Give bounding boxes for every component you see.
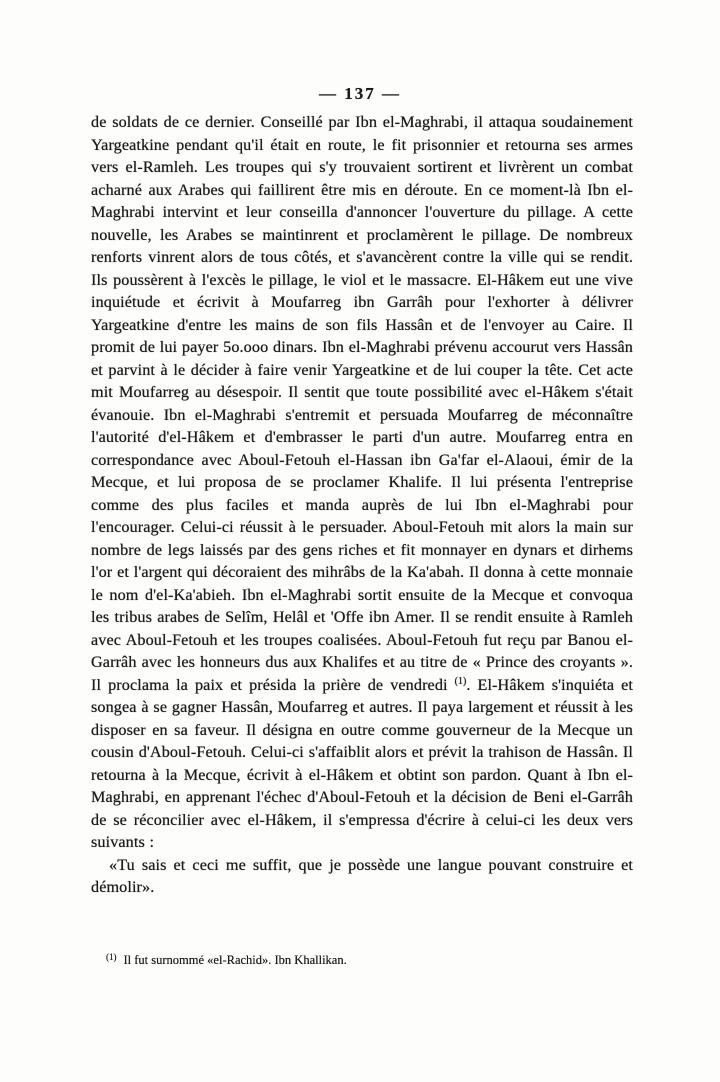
page-number: — 137 — — [319, 84, 401, 103]
footnote-reference: (1) — [454, 675, 467, 687]
footnote-text: Il fut surnommé «el-Rachid». Ibn Khallikan. — [123, 953, 347, 967]
footnote-marker: (1) — [106, 952, 117, 962]
body-text — [91, 111, 633, 899]
paragraph-text-after-ref: . El-Hâkem s'inquiéta et songea à se gagner Hassân, Moufarreg et autres. Il paya largement et réussit à les disposer en sa faveur. Il désigna en outre comme gouverneur de la Mecque un cousin d'Aboul-Fetouh. Celui-ci s'affaiblit alors et prévit la trahison de Hassân. Il retourna à la Mecque, écrivit à el-Hâkem et obtint son pardon. Quant à Ibn el-Maghrabi, en apprenant l'échec d'Aboul-Fetouh et la décision de Beni el-Garrâh de se réconcilier avec el-Hâkem, il s'empressa d'écrire à celui-ci les deux vers suivants : — [91, 675, 633, 851]
quote-paragraph: «Tu sais et ceci me suffit, que je possède une langue pouvant construire et démolir». — [91, 855, 633, 896]
footnote — [106, 952, 626, 968]
paragraph-text-before-ref: de soldats de ce dernier. Conseillé par Ibn el-Maghrabi, il attaqua soudainement Yargeatkine pendant qu'il était en route, le fit prisonnier et retourna ses armes vers el-Ramleh. Les troupes qui s'y trouvaient sortirent et livrèrent un combat acharné aux Arabes qui faillirent être mis en déroute. En ce moment-là Ibn el-Maghrabi intervint et leur conseilla d'annoncer l'ouverture du pillage. A cette nouvelle, les Arabes se maintinrent et proclamèrent le pillage. De nombreux renforts vinrent alors de tous côtés, et s'avancèrent contre la ville qui se rendit. Ils poussèrent à l'excès le pillage, le viol et le massacre. El-Hâkem eut une vive inquiétude et écrivit à Moufarreg ibn Garrâh pour l'exhorter à délivrer Yargeatkine d'entre les mains de son fils Hassân et de l'envoyer au Caire. Il promit de lui payer 5o.ooo dinars. Ibn el-Maghrabi prévenu accourut vers Hassân et parvint à le décider à faire venir Yargeatkine et de lui couper la tête. Cet acte mit Moufarreg au désespoir. Il sentit que toute possibilité avec el-Hâkem s'était évanouie. Ibn el-Maghrabi s'entremit et persuada Moufarreg de méconnaître l'autorité d'el-Hâkem et d'embrasser le parti d'un autre. Moufarreg entra en correspondance avec Aboul-Fetouh el-Hassan ibn Ga'far el-Alaoui, émir de la Mecque, et lui proposa de se proclamer Khalife. Il lui présenta l'entreprise comme des plus faciles et manda auprès de lui Ibn el-Maghrabi pour l'encourager. Celui-ci réussit à le persuader. Aboul-Fetouh mit alors la main sur nombre de legs laissés par des gens riches et fit monnayer en dynars et dirhems l'or et l'argent qui décoraient des mihrâbs de la Ka'abah. Il donna à cette monnaie le nom d'el-Ka'abieh. Ibn el-Maghrabi sortit ensuite de la Mecque et convoqua les tribus arabes de Selîm, Helâl et 'Offe ibn Amer. Il se rendit ensuite à Ramleh avec Aboul-Fetouh et les troupes coalisées. Aboul-Fetouh fut reçu par Banou el-Garrâh avec les honneurs dus aux Khalifes et au titre de « Prince des croyants ». Il proclama la paix et présida la prière de vendredi — [91, 113, 633, 694]
main-paragraph — [91, 111, 633, 854]
